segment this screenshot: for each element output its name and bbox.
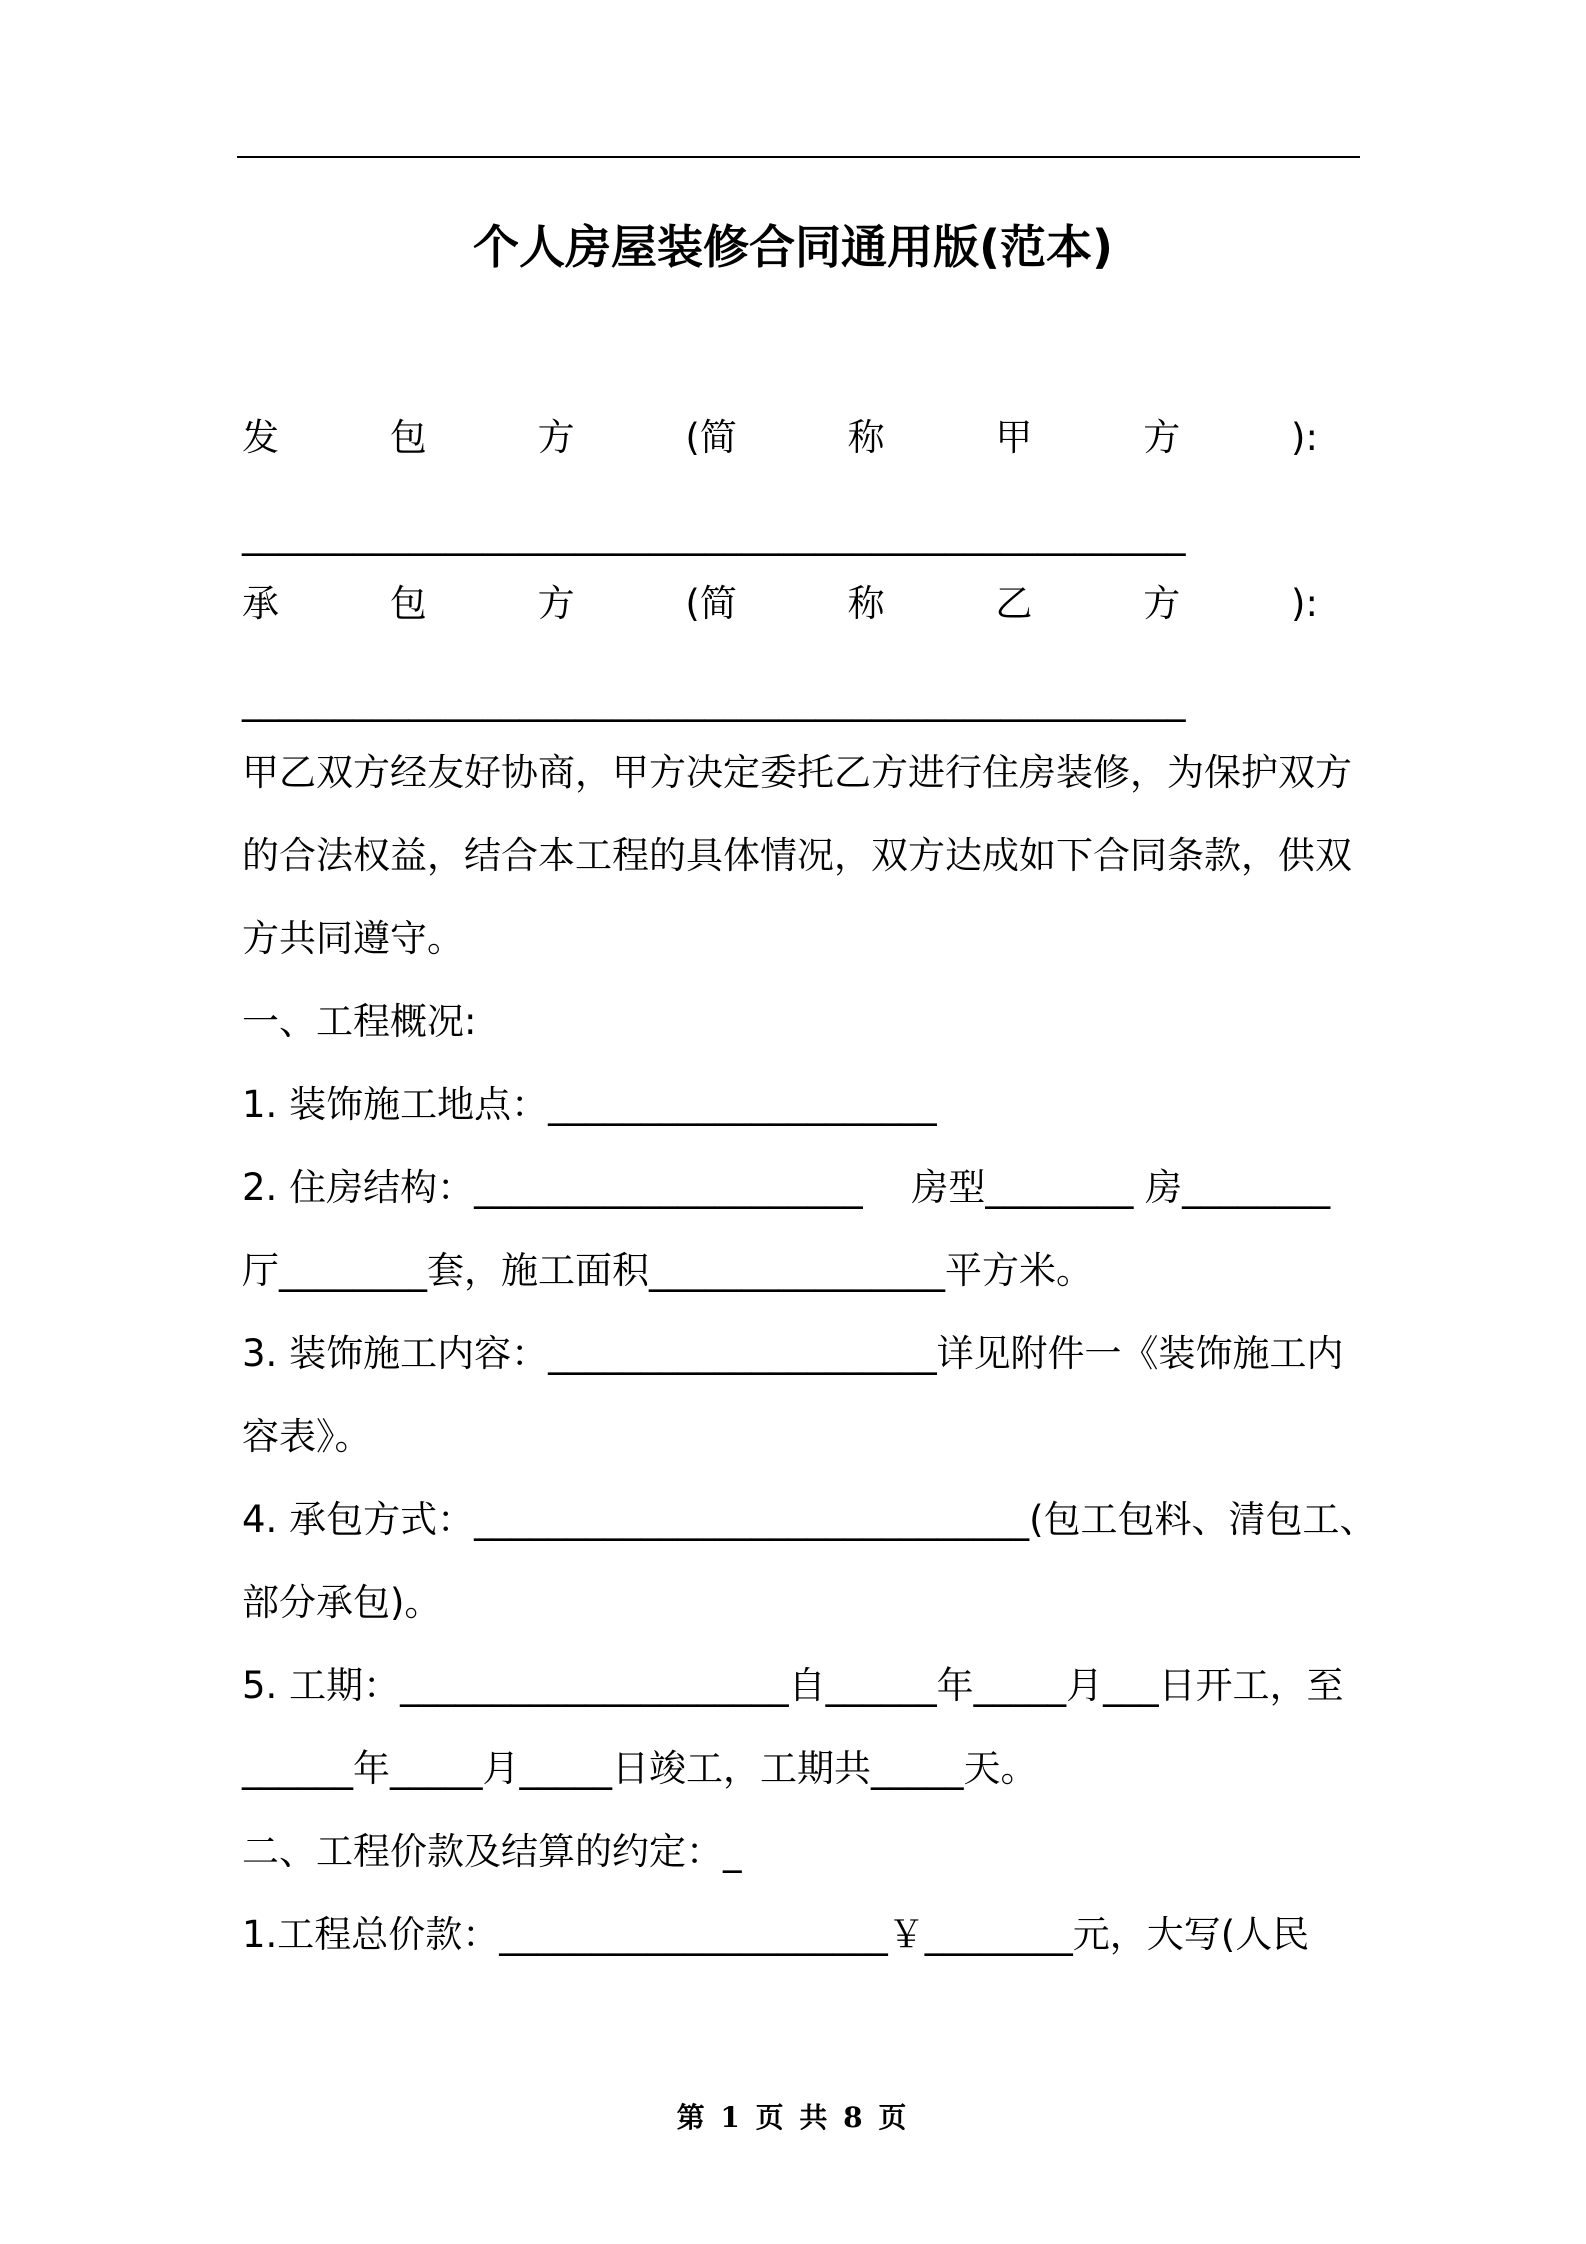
paragraph-line: 2. 住房结构：_____________________ 房型________ 房________ [242, 1166, 1331, 1209]
party-b-blank: ___________________________________________________ [242, 679, 1186, 722]
paragraph-line: 1.工程总价款：_____________________￥________元，大写(人民 [242, 1913, 1310, 1956]
page-number: 第 1 页 共 8 页 [676, 2101, 910, 2134]
party-b-char: 承 [242, 582, 279, 625]
party-b-char: 方 [537, 582, 575, 625]
party-b-char: 乙 [995, 582, 1033, 625]
party-a-line [242, 410, 1356, 466]
section-heading: 一、工程概况: [242, 1000, 477, 1043]
party-b-char: 包 [389, 582, 427, 625]
paragraph-line: 部分承包)。 [242, 1581, 442, 1624]
document-title: 个人房屋装修合同通用版(范本) [472, 220, 1114, 274]
party-b-line [242, 576, 1356, 632]
party-b-char: 称 [847, 582, 885, 625]
party-a-char: 发 [242, 416, 279, 459]
party-a-char: 称 [847, 416, 885, 459]
paragraph-line: 甲乙双方经友好协商，甲方决定委托乙方进行住房装修，为保护双方 [242, 751, 1352, 794]
party-b-char: ): [1291, 582, 1318, 625]
party-a-char: ): [1291, 416, 1318, 459]
section-heading: 二、工程价款及结算的约定：_ [242, 1830, 742, 1873]
header-rule [237, 156, 1360, 158]
party-a-label [242, 410, 1318, 466]
party-a-blank: ___________________________________________________ [242, 513, 1186, 556]
paragraph-line: 3. 装饰施工内容：_____________________详见附件一《装饰施工内 [242, 1332, 1344, 1375]
paragraph-line: 的合法权益，结合本工程的具体情况，双方达成如下合同条款，供双 [242, 834, 1352, 877]
paragraph-line: 方共同遵守。 [242, 917, 464, 960]
paragraph-line: 1. 装饰施工地点：_____________________ [242, 1083, 937, 1126]
party-b-char: 方 [1143, 582, 1181, 625]
paragraph-line: 4. 承包方式：______________________________(包工包料、清包工、 [242, 1498, 1377, 1541]
party-b-char: (简 [685, 582, 737, 625]
party-a-char: 方 [537, 416, 575, 459]
party-b-label [242, 576, 1318, 632]
party-a-char: 包 [389, 416, 427, 459]
paragraph-line: 厅________套，施工面积________________平方米。 [242, 1249, 1093, 1292]
party-a-char: (简 [685, 416, 737, 459]
paragraph-line: ______年_____月_____日竣工，工期共_____天。 [242, 1747, 1038, 1790]
party-a-char: 甲 [995, 416, 1033, 459]
paragraph-line: 5. 工期：_____________________自______年_____月___日开工，至 [242, 1664, 1344, 1707]
party-a-char: 方 [1143, 416, 1181, 459]
paragraph-line: 容表》。 [242, 1415, 372, 1458]
